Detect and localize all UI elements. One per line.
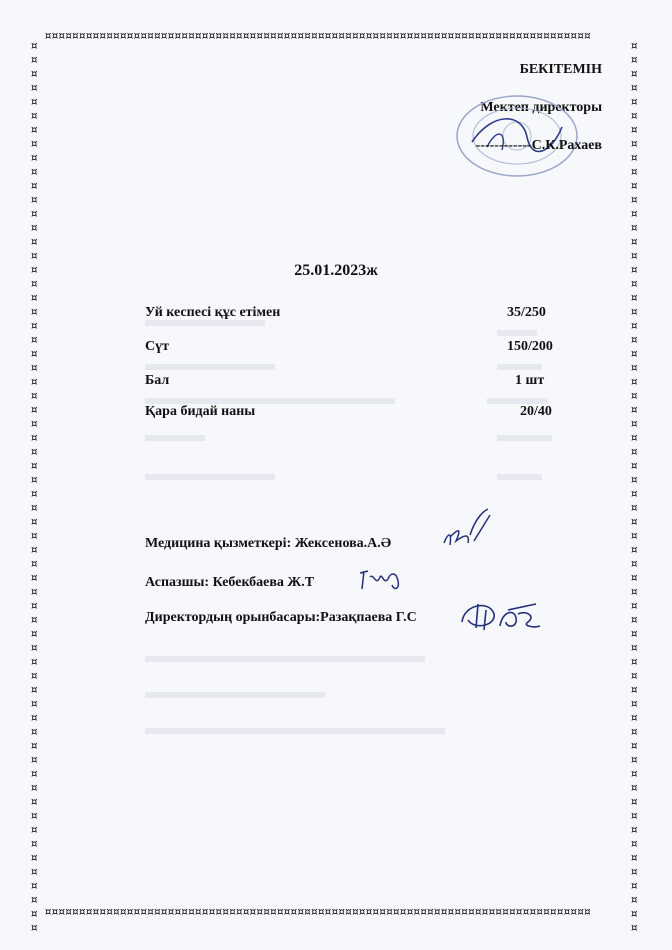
document-date: 25.01.2023ж [294,262,378,279]
signature-cook [358,563,408,593]
menu-item [145,339,575,367]
menu-item-name: Сүт [145,339,169,354]
staff-cook: Аспазшы: Кебекбаева Ж.Т [145,575,315,590]
official-seal-stamp [452,92,582,180]
ornament-border-right: ¤ ¤ ¤ ¤ ¤ ¤ ¤ ¤ ¤ ¤ ¤ ¤ ¤ ¤ ¤ ¤ ¤ ¤ ¤ ¤ ¤ ¤ ¤ ¤ ¤ ¤ ¤ ¤ ¤ ¤ ¤ ¤ ¤ ¤ ¤ ¤ ¤ ¤ ¤ ¤ ¤ ¤ ¤ ¤ ¤ ¤ ¤ ¤ ¤ ¤ ¤ ¤ ¤ ¤ ¤ ¤ ¤ ¤ ¤ ¤ ¤ ¤ ¤ ¤ [630,39,638,936]
ornament-border-top: ¤¤¤¤¤¤¤¤¤¤¤¤¤¤¤¤¤¤¤¤¤¤¤¤¤¤¤¤¤¤¤¤¤¤¤¤¤¤¤¤¤¤¤¤¤¤¤¤¤¤¤¤¤¤¤¤¤¤¤¤¤¤¤¤¤¤¤¤¤¤¤¤¤¤¤¤¤¤¤¤ [44,29,591,44]
menu-item [145,404,575,432]
menu-item-qty: 150/200 [507,339,553,354]
menu-item [145,373,575,401]
menu-item-name: Бал [145,373,170,388]
approval-title: БЕКІТЕМІН [519,62,602,77]
menu-item-name: Қара бидай наны [145,404,256,419]
staff-medical-worker: Медицина қызметкері: Жексенова.А.Ә [145,536,392,551]
ornament-border-bottom: ¤¤¤¤¤¤¤¤¤¤¤¤¤¤¤¤¤¤¤¤¤¤¤¤¤¤¤¤¤¤¤¤¤¤¤¤¤¤¤¤¤¤¤¤¤¤¤¤¤¤¤¤¤¤¤¤¤¤¤¤¤¤¤¤¤¤¤¤¤¤¤¤¤¤¤¤¤¤¤¤ [44,905,591,920]
menu-item [145,305,575,333]
staff-deputy-director: Директордың орынбасары:Разақпаева Г.С [145,610,417,625]
ornament-border-left: ¤ ¤ ¤ ¤ ¤ ¤ ¤ ¤ ¤ ¤ ¤ ¤ ¤ ¤ ¤ ¤ ¤ ¤ ¤ ¤ ¤ ¤ ¤ ¤ ¤ ¤ ¤ ¤ ¤ ¤ ¤ ¤ ¤ ¤ ¤ ¤ ¤ ¤ ¤ ¤ ¤ ¤ ¤ ¤ ¤ ¤ ¤ ¤ ¤ ¤ ¤ ¤ ¤ ¤ ¤ ¤ ¤ ¤ ¤ ¤ ¤ ¤ ¤ ¤ [30,39,38,936]
approval-director-name: ------------С.К.Рахаев [475,138,602,153]
menu-item-qty: 35/250 [507,305,546,320]
signature-deputy-director [456,596,546,636]
approval-role: Мектеп директоры [480,100,602,115]
signature-medical-worker [440,505,495,550]
menu-list [145,305,575,432]
menu-item-qty: 1 шт [515,373,545,388]
menu-item-name: Уй кеспесі құс етімен [145,305,281,320]
menu-item-qty: 20/40 [520,404,552,419]
